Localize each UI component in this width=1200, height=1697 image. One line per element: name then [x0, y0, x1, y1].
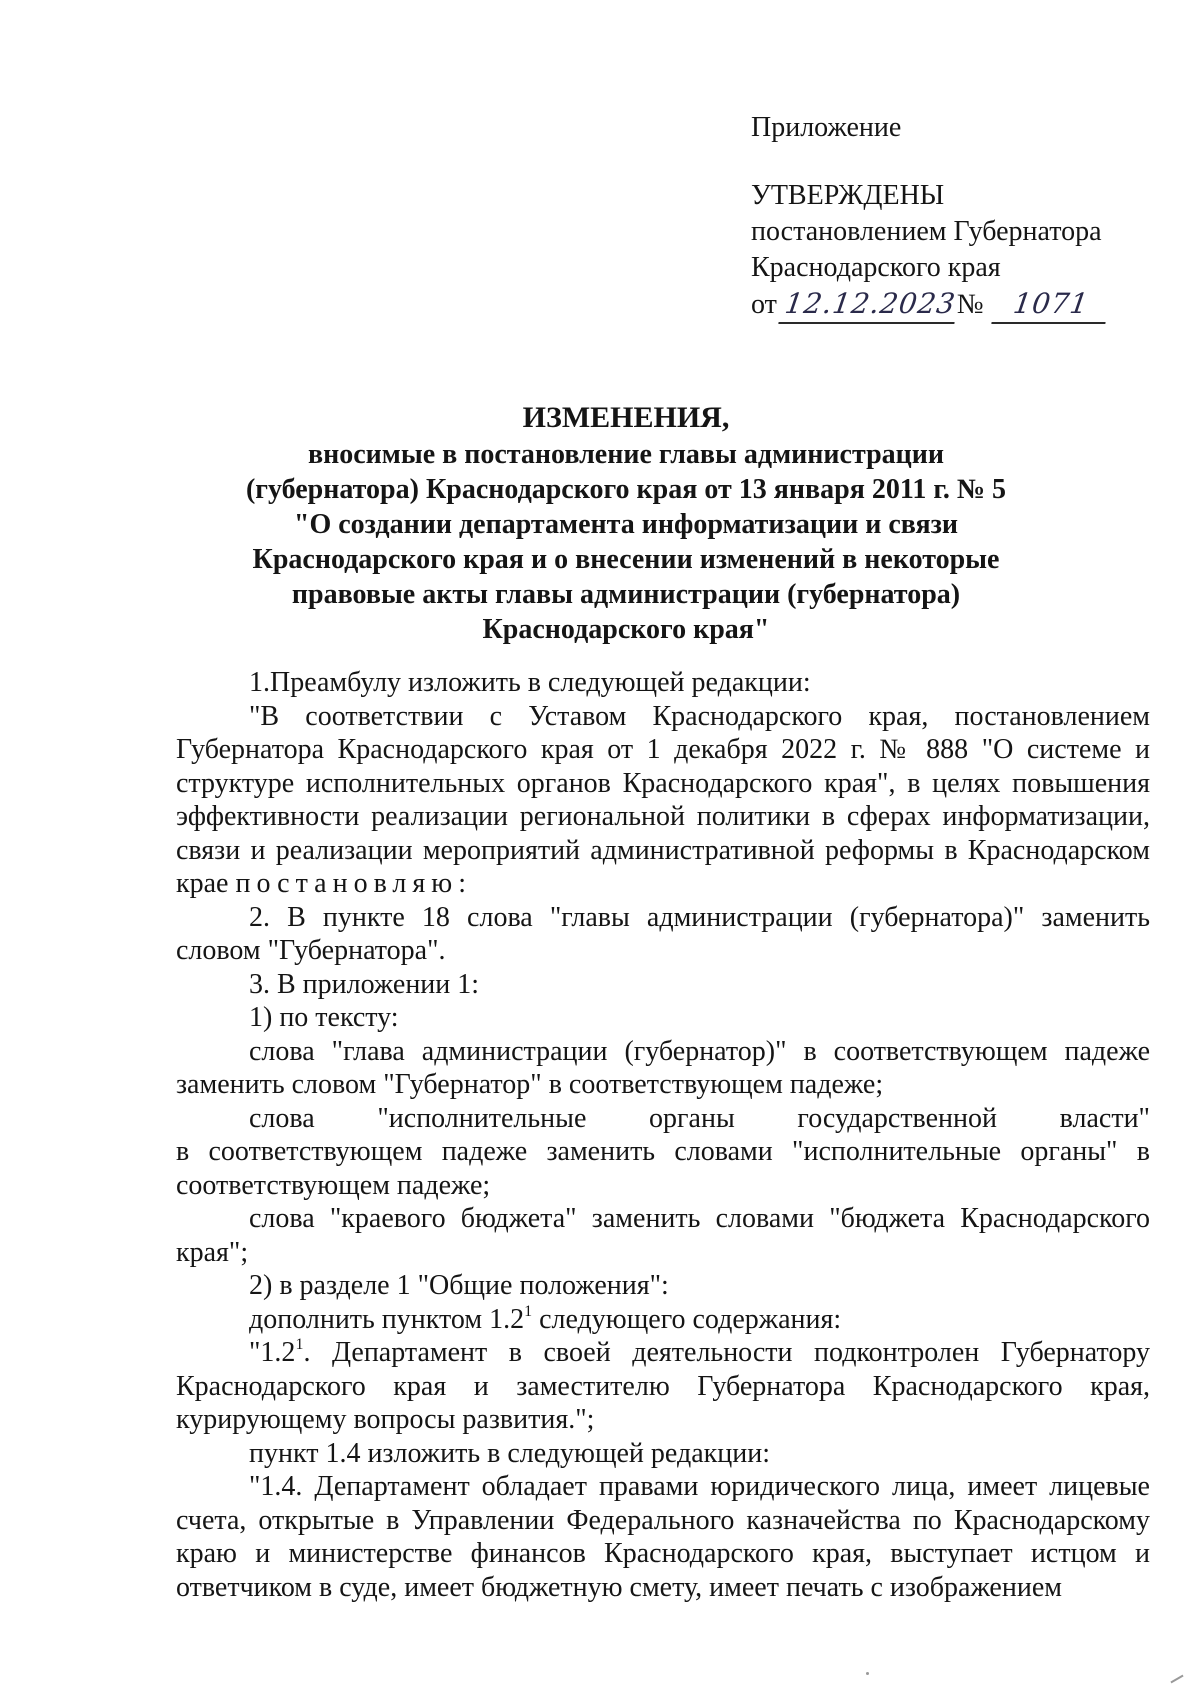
paragraph-item-1-4-instruction: пункт 1.4 изложить в следующей редакции: [249, 1437, 770, 1469]
approval-stamp [751, 110, 1171, 324]
decree-word: постановляю: [235, 868, 472, 899]
approved-by-label: постановлением Губернатора [751, 216, 1102, 247]
paragraph-words-budget: слова "краевого бюджета" заменить словами "бюджета Краснодарского края"; [176, 1203, 1150, 1268]
decree-date-line [751, 286, 1171, 324]
title-heading: ИЗМЕНЕНИЯ, [522, 401, 730, 434]
document-body [176, 666, 1150, 1604]
scan-speck [1170, 1675, 1183, 1684]
title-line: (губернатора) Краснодарского края от 13 января 2011 г. № 5 [245, 474, 1007, 505]
from-prefix: от [751, 289, 777, 320]
scan-speck [866, 1672, 869, 1675]
paragraph-item-3: 3. В приложении 1: [249, 968, 480, 1000]
paragraph-item-1-2-1: "$1.2^1$. Департамент в своей деятельности подконтролен Губернатору Краснодарского края и заместителю Губернатора Краснодарского края, курирующему вопросы развития."; [176, 1336, 1150, 1435]
title-line: Краснодарского края и о внесении изменений в некоторые [252, 544, 1000, 575]
approved-region-label: Краснодарского края [751, 252, 1001, 283]
paragraph-preamble-text: "В соответствии с Уставом Краснодарского края, постановлением Губернатора Краснодарского края от 1 декабря 2022 г. № 888 "О системе и структуре исполнительных органов Краснодарского края", в целях повышения эффективности реализации региональной политики в сферах информатизации, связи и реализации мероприятий административной реформы в Краснодарском крае постановляю: [176, 700, 1150, 899]
paragraph-subitem-1: 1) по тексту: [249, 1002, 399, 1033]
paragraph-item-1-4-text: "1.4. Департамент обладает правами юридического лица, имеет лицевые счета, открытые в Управлении Федерального казначейства по Краснодарскому краю и министерстве финансов Краснодарского края, выступает истцом и ответчиком в суде, имеет бюджетную смету, имеет печать с изображением [176, 1471, 1150, 1603]
paragraph-words-organs-b: в соответствующем падеже заменить словами "исполнительные органы" в соответствующем падеже; [176, 1136, 1150, 1201]
document-title [176, 400, 1076, 647]
paragraph-words-organs-a: слова "исполнительные органы государственной власти" [249, 1102, 1150, 1134]
title-line: вносимые в постановление главы администрации [307, 439, 945, 470]
paragraph-add-item: дополнить пунктом $1.2^1$ следующего содержания: [249, 1302, 842, 1335]
title-line: правовые акты главы администрации (губернатора) [291, 579, 961, 610]
paragraph-item-2: 2. В пункте 18 слова "главы администрации (губернатора)" заменить словом "Губернатора". [176, 901, 1150, 966]
approved-label: УТВЕРЖДЕНЫ [751, 180, 945, 211]
paragraph-words-head: слова "глава администрации (губернатор)" в соответствующем падеже заменить словом "Губернатор" в соответствующем падеже; [176, 1035, 1150, 1100]
title-line: Краснодарского края" [482, 614, 770, 645]
paragraph-section-1: 2) в разделе 1 "Общие положения": [249, 1270, 669, 1301]
handwritten-date: 12.12.2023 [778, 286, 959, 324]
paragraph-preamble-instruction: 1.Преамбулу изложить в следующей редакции: [249, 667, 811, 698]
title-line: "О создании департамента информатизации и связи [293, 509, 959, 540]
handwritten-number: 1071 [991, 286, 1110, 324]
number-sign: № [956, 289, 984, 320]
appendix-label: Приложение [751, 112, 902, 143]
